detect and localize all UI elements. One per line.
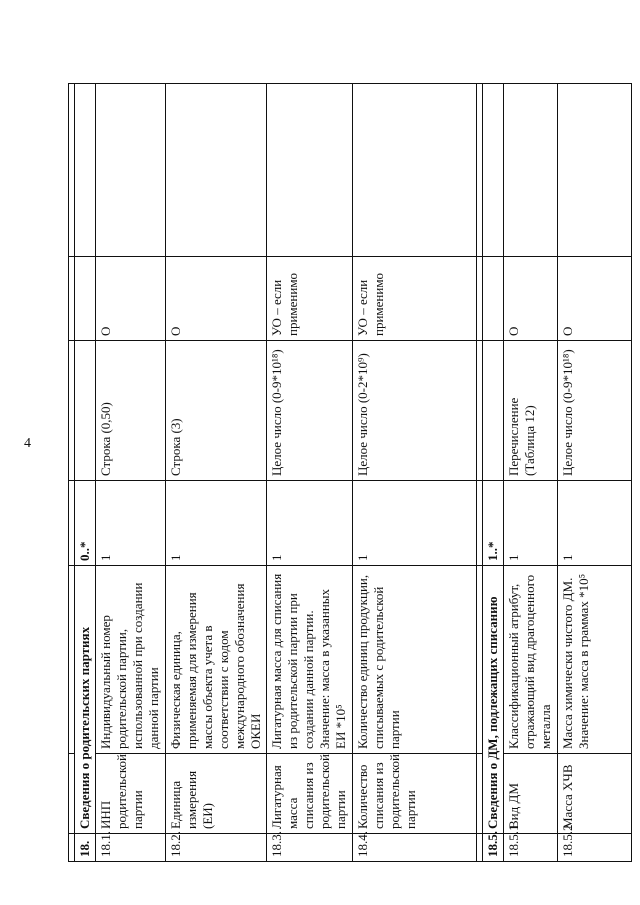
row-name: Лигатурная масса списания из родительской партии <box>267 754 353 834</box>
row-name: Вид ДМ <box>504 754 558 834</box>
section-title: Сведения о ДМ, подлежащих списанию <box>483 566 504 834</box>
row-multiplicity: 1 <box>504 481 558 566</box>
section-title: Сведения о родительских партиях <box>75 566 96 834</box>
row-multiplicity: 1 <box>96 481 166 566</box>
row-multiplicity: 1 <box>267 481 353 566</box>
row-number: 18.2. <box>166 834 267 862</box>
row-number: 18.1. <box>96 834 166 862</box>
row-description: Лигатурная масса для списания из родительской партии при создании данной партии. Значение: масса в указанных ЕИ *10⁵ <box>267 566 353 754</box>
row-number: 18.5.1 <box>504 834 558 862</box>
table-row <box>96 84 166 862</box>
row-multiplicity: 1 <box>558 481 632 566</box>
row-type: Перечисление (Таблица 12) <box>504 341 558 481</box>
table-row <box>504 84 558 862</box>
row-type: Целое число (0-9*10¹⁸) <box>267 341 353 481</box>
row-multiplicity: 1 <box>353 481 477 566</box>
section-multiplicity: 0..* <box>75 481 96 566</box>
row-description: Масса химически чистого ДМ. Значение: масса в граммах *10⁵ <box>558 566 632 754</box>
row-number: 18.3. <box>267 834 353 862</box>
section-multiplicity: 1..* <box>483 481 504 566</box>
row-type: Строка (0,50) <box>96 341 166 481</box>
table-row <box>166 84 267 862</box>
table-row <box>558 84 632 862</box>
section-row-18-5 <box>483 84 504 862</box>
row-requirement: УО – если применимо <box>267 257 353 341</box>
row-requirement: УО – если применимо <box>353 257 477 341</box>
table-row <box>353 84 477 862</box>
row-name: Единица измерения (ЕИ) <box>166 754 267 834</box>
row-type: Целое число (0-9*10¹⁸) <box>558 341 632 481</box>
row-requirement: О <box>96 257 166 341</box>
row-requirement: О <box>558 257 632 341</box>
row-number: 18.4. <box>353 834 477 862</box>
row-multiplicity: 1 <box>166 481 267 566</box>
table-row <box>267 84 353 862</box>
spec-table <box>68 83 632 862</box>
row-name: Масса ХЧВ <box>558 754 632 834</box>
row-type: Целое число (0-2*10⁹) <box>353 341 477 481</box>
row-number: 18.5.2 <box>558 834 632 862</box>
row-description: Количество единиц продукции, списываемых с родительской партии <box>353 566 477 754</box>
rotated-table-wrapper <box>68 84 632 862</box>
section-number: 18. <box>75 834 96 862</box>
section-number: 18.5. <box>483 834 504 862</box>
row-description: Классификационный атрибут, отражающий вид драгоценного металла <box>504 566 558 754</box>
row-name: ИНП родительской партии <box>96 754 166 834</box>
row-requirement: О <box>504 257 558 341</box>
page-number: 4 <box>24 436 31 451</box>
row-description: Индивидуальный номер родительской партии, использованной при создании данной партии <box>96 566 166 754</box>
row-type: Строка (3) <box>166 341 267 481</box>
row-description: Физическая единица, применяемая для измерения массы объекта учета в соответствии с кодом международного обозначения ОКЕИ <box>166 566 267 754</box>
row-name: Количество списания из родительской партии <box>353 754 477 834</box>
section-row-18 <box>75 84 96 862</box>
row-requirement: О <box>166 257 267 341</box>
